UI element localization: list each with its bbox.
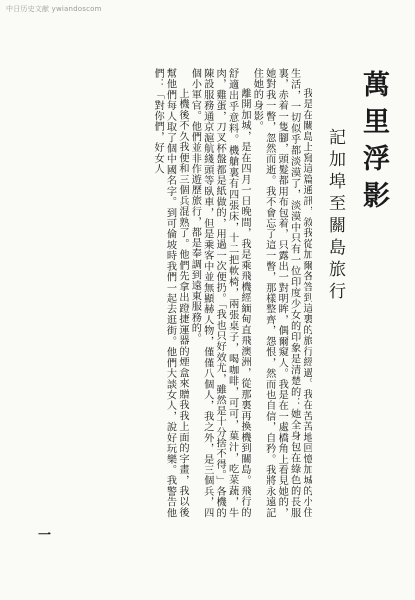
document-page — [28, 68, 390, 518]
article-body — [44, 68, 312, 518]
body-paragraph: 我是在關島上寫這篇通訊，敘我從加爾各答到這裏的旅行經過。我在苦苦地回憶加城的小住生活，一切似乎都淡漠了，淡漠中只有一位印度少女的印象是清楚的：她全身包在綠色的長服裏，赤着一隻腳，頭髮都用布包着，只露出一對明眸，偶爾窺人。我是在一處橋角上看見她的，她對我一瞥，忽然而逝。我不會忘了這一瞥，那樣整齊，怨恨，然而也自信，自矜。我將永遠記住她的身影。 — [251, 68, 312, 518]
article-subtitle: 記加埠至關島旅行 — [325, 128, 345, 304]
article-title: 萬里浮影 — [358, 70, 389, 218]
body-paragraph: 上機後不久我便和三個兵混熟了。他們先拿出蹬捷運器的煙盒來贈我我上面的字畫，我以後幫他們每人取了個中國名字。到可倫坡時我們一起去逛街。他們大談女人，說好玩樂。我警告他們：「對你們，好女人 — [152, 68, 188, 518]
watermark-text: 中日历史文献 ywiandoscom — [6, 5, 102, 13]
body-paragraph: 離開加城，是在四月一日晚間，我是乘飛機經緬甸直飛澳洲，從那裏再換機到關島。飛行的舒適出乎意料。機艙裏有四張床，十二把軟椅，兩張桌子，喝咖啡，可可，菓汁，吃菜蔬，牛肉，雞蛋，刀叉杯盤都是紙做的，用過一次便扔。「我也只好效尤，雖然是十分捨不得。」各機的陳設服務通京滬航綫頭等臥車，但是乘客中並無顯赫人物，僅僅八個人，我之外，是三個兵，四個小軍官。他們並非作遊歷旅行，都是奉調到遠東服務的。 — [189, 68, 250, 518]
page-number: 一 — [38, 528, 52, 543]
